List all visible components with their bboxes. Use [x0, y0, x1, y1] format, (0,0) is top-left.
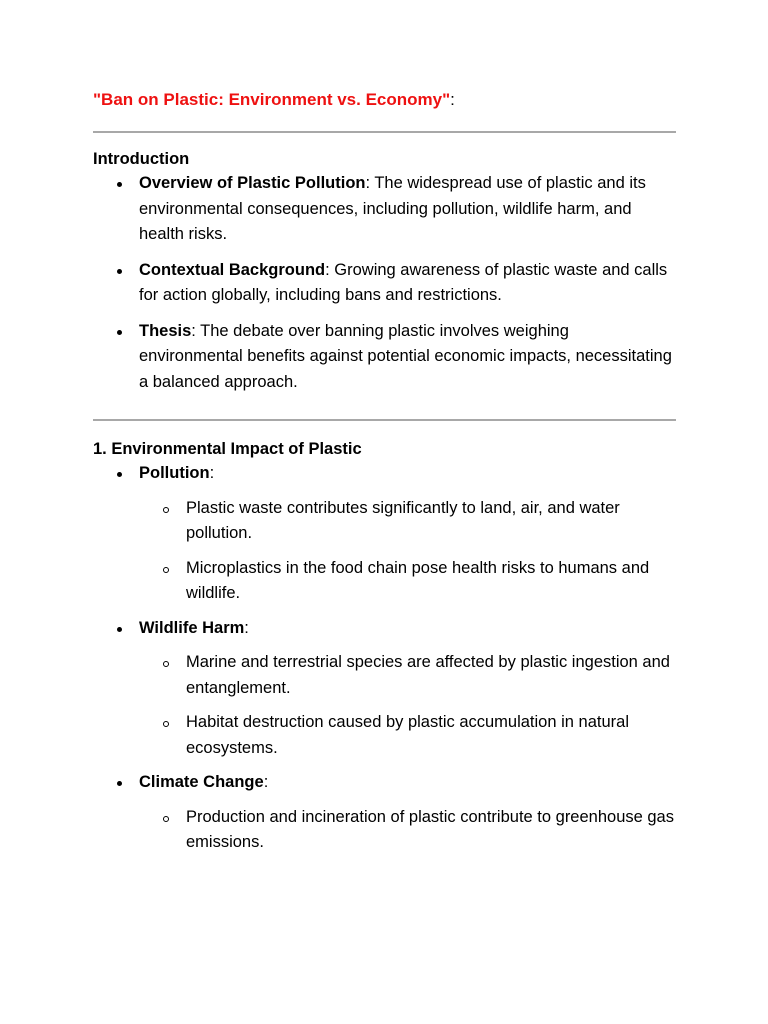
sub-list: [139, 496, 676, 607]
list-item-text: : The debate over banning plastic involves weighing environmental benefits against potential economic impacts, necessitating a balanced approach.: [139, 321, 672, 391]
environmental-impact-list: [93, 461, 676, 856]
section-divider: [93, 419, 676, 421]
list-item-text: : Growing awareness of plastic waste and calls for action globally, including bans and restrictions.: [139, 260, 668, 304]
list-item-term: Climate Change: [139, 773, 264, 791]
sub-list-item: Plastic waste contributes significantly to land, air, and water pollution.: [139, 496, 676, 547]
list-item-term: Thesis: [139, 321, 192, 340]
list-item-term: Wildlife Harm: [139, 618, 245, 637]
list-item-text: :: [209, 464, 215, 482]
list-item-term: Overview of Plastic Pollution: [139, 174, 366, 192]
list-item-text: :: [263, 773, 269, 791]
document-page: [93, 88, 676, 856]
list-item: [93, 258, 676, 309]
list-item-text: : The widespread use of plastic and its environmental consequences, including pollution, wildlife harm, and health risks.: [139, 174, 646, 243]
list-item-term: Contextual Background: [139, 260, 326, 279]
list-item-term: Pollution: [139, 464, 210, 482]
environmental-impact-heading: 1. Environmental Impact of Plastic: [93, 440, 362, 458]
document-title: [93, 88, 676, 112]
introduction-heading: Introduction: [93, 150, 190, 168]
document-title-colon: :: [450, 90, 455, 109]
sub-list: [139, 805, 676, 856]
sub-list-item: Marine and terrestrial species are affected by plastic ingestion and entanglement.: [139, 650, 676, 701]
sub-list-item: Production and incineration of plastic contribute to greenhouse gas emissions.: [139, 805, 676, 856]
list-item-text: :: [244, 618, 249, 637]
list-item: [93, 770, 676, 856]
introduction-list: [93, 171, 676, 395]
section-divider: [93, 131, 676, 133]
sub-list-item: Habitat destruction caused by plastic accumulation in natural ecosystems.: [139, 710, 676, 761]
sub-list-item: Microplastics in the food chain pose health risks to humans and wildlife.: [139, 556, 676, 607]
list-item: [93, 461, 676, 607]
sub-list: [139, 650, 676, 761]
list-item: [93, 319, 676, 396]
document-title-text: "Ban on Plastic: Environment vs. Economy": [93, 90, 451, 109]
list-item: [93, 171, 676, 248]
list-item: [93, 616, 676, 762]
